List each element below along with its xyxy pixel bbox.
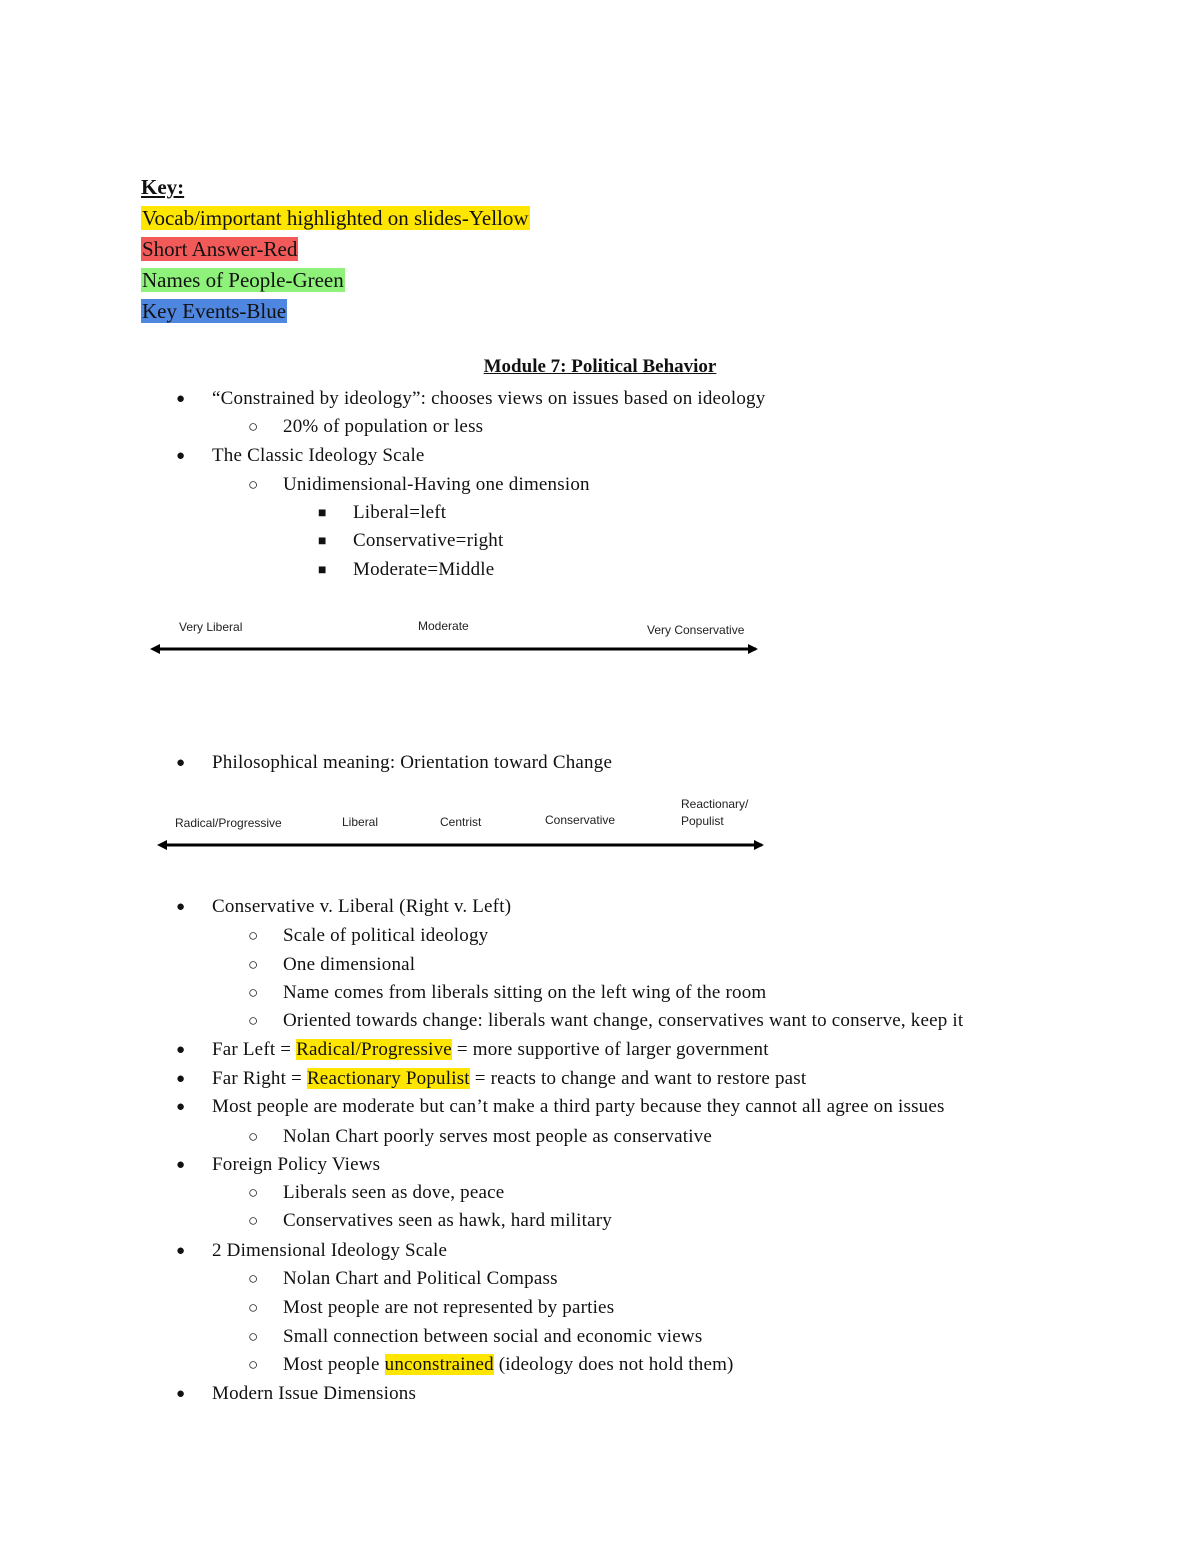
bullet-disc: ●: [176, 1157, 186, 1173]
change-label-liberal: Liberal: [342, 815, 379, 829]
list-item: Unidimensional-Having one dimension: [283, 474, 590, 495]
bullet-circle: ○: [248, 1269, 259, 1288]
bullet-circle: ○: [248, 475, 259, 494]
list-item: Conservatives seen as hawk, hard military: [283, 1210, 613, 1231]
far-left-suffix: = more supportive of larger government: [451, 1039, 769, 1060]
list-item: Most people are moderate but can’t make a third party because they cannot all agree on issues: [212, 1096, 945, 1117]
list-item: [283, 1352, 734, 1378]
list-item: Nolan Chart poorly serves most people as conservative: [283, 1126, 713, 1147]
list-item: Most people are not represented by parties: [283, 1297, 615, 1318]
list-item: “Constrained by ideology”: chooses views on issues based on ideology: [212, 388, 766, 409]
key-item-yellow: Vocab/important highlighted on slides-Yellow: [142, 206, 529, 230]
list-item: One dimensional: [283, 954, 416, 975]
bullet-circle: ○: [248, 955, 259, 974]
list-item: [212, 1066, 806, 1092]
bullet-disc: ●: [176, 448, 186, 464]
bullet-circle: ○: [248, 1211, 259, 1230]
key-title: Key:: [141, 175, 185, 199]
key-item-red: Short Answer-Red: [142, 237, 298, 261]
list-item: [212, 1037, 769, 1063]
scale-label-very-liberal: Very Liberal: [179, 620, 243, 634]
bullet-circle: ○: [248, 983, 259, 1002]
list-item: 2 Dimensional Ideology Scale: [212, 1240, 448, 1261]
key-item-green: Names of People-Green: [142, 268, 344, 292]
change-label-centrist: Centrist: [440, 815, 482, 829]
list-item: 20% of population or less: [283, 416, 484, 437]
list-item: Moderate=Middle: [353, 559, 495, 580]
highlight-unconstrained: unconstrained: [384, 1354, 494, 1375]
bullet-circle: ○: [248, 1298, 259, 1317]
list-item: Modern Issue Dimensions: [212, 1383, 417, 1404]
key-item-blue: Key Events-Blue: [142, 299, 287, 323]
bullet-square: ■: [318, 563, 327, 578]
list-item: Foreign Policy Views: [212, 1154, 381, 1175]
change-label-reactionary: Reactionary/: [681, 797, 749, 811]
list-item: Scale of political ideology: [283, 925, 489, 946]
list-item: Liberal=left: [353, 502, 447, 523]
far-right-suffix: = reacts to change and want to restore past: [469, 1068, 807, 1089]
unconstrained-suffix: (ideology does not hold them): [493, 1354, 734, 1375]
bullet-disc: ●: [176, 1243, 186, 1259]
list-item: Name comes from liberals sitting on the left wing of the room: [283, 982, 767, 1003]
bullet-disc: ●: [176, 899, 186, 915]
bullet-circle: ○: [248, 1011, 259, 1030]
list-item: Philosophical meaning: Orientation toward Change: [212, 752, 613, 773]
bullet-circle: ○: [248, 417, 259, 436]
list-item: The Classic Ideology Scale: [212, 445, 425, 466]
bullet-circle: ○: [248, 1327, 259, 1346]
bullet-square: ■: [318, 534, 327, 549]
change-label-radical: Radical/Progressive: [175, 816, 282, 830]
bullet-circle: ○: [248, 926, 259, 945]
list-item: Conservative=right: [353, 530, 504, 551]
highlight-reactionary-populist: Reactionary Populist: [306, 1068, 470, 1089]
bullet-disc: ●: [176, 391, 186, 407]
far-left-prefix: Far Left =: [212, 1039, 297, 1060]
bullet-disc: ●: [176, 755, 186, 771]
change-label-populist: Populist: [681, 814, 724, 828]
list-item: Liberals seen as dove, peace: [283, 1182, 505, 1203]
list-item: Nolan Chart and Political Compass: [283, 1268, 558, 1289]
scale-label-moderate: Moderate: [418, 619, 469, 633]
list-item: Small connection between social and economic views: [283, 1326, 703, 1347]
bullet-disc: ●: [176, 1071, 186, 1087]
scale-label-very-conservative: Very Conservative: [647, 623, 745, 637]
bullet-circle: ○: [248, 1355, 259, 1374]
module-title: Module 7: Political Behavior: [483, 356, 717, 377]
far-right-prefix: Far Right =: [212, 1068, 307, 1089]
bullet-disc: ●: [176, 1099, 186, 1115]
bullet-circle: ○: [248, 1127, 259, 1146]
bullet-disc: ●: [176, 1042, 186, 1058]
list-item: Oriented towards change: liberals want change, conservatives want to conserve, keep it: [283, 1010, 964, 1031]
bullet-circle: ○: [248, 1183, 259, 1202]
unconstrained-prefix: Most people: [283, 1354, 385, 1375]
highlight-radical-progressive: Radical/Progressive: [296, 1039, 452, 1060]
bullet-square: ■: [318, 506, 327, 521]
change-label-conservative: Conservative: [545, 813, 616, 827]
bullet-disc: ●: [176, 1386, 186, 1402]
list-item: Conservative v. Liberal (Right v. Left): [212, 896, 512, 917]
